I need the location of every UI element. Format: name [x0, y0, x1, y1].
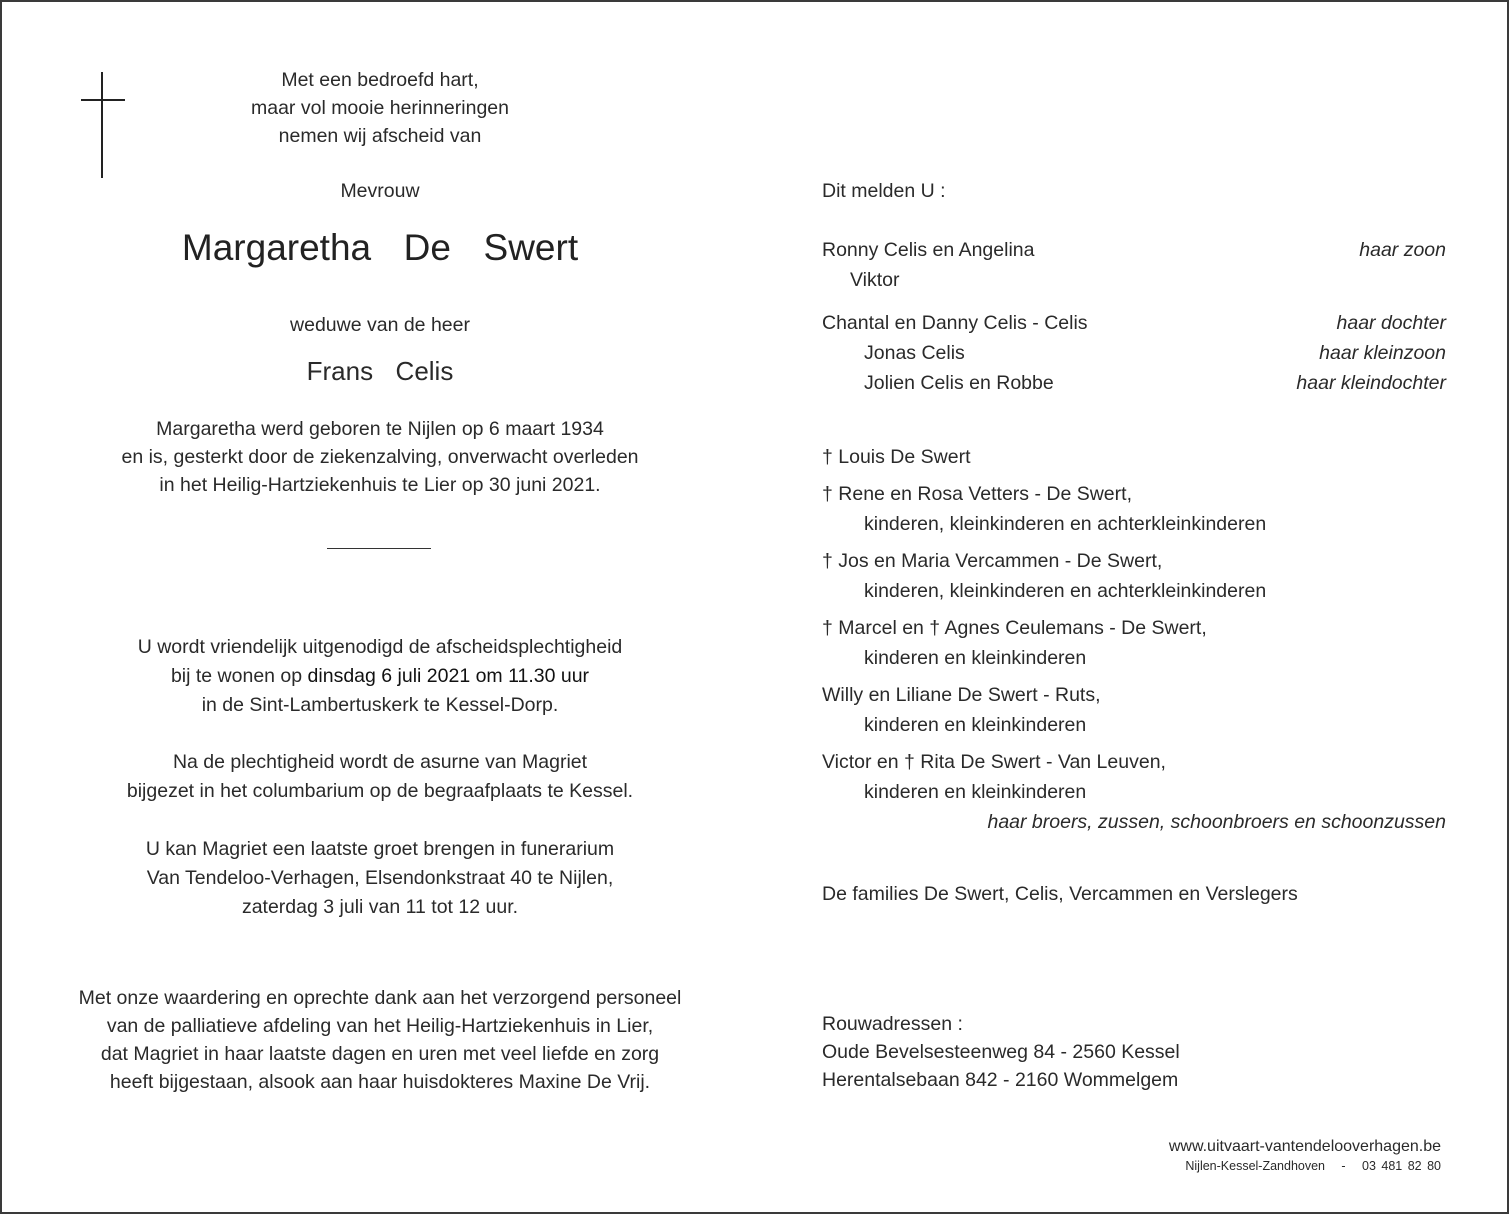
visit-line: zaterdag 3 juli van 11 tot 12 uur.: [241, 896, 519, 918]
family-relation: haar zoon: [1359, 239, 1446, 261]
family-son: [822, 235, 1446, 295]
intro-line: maar vol mooie herinneringen: [251, 97, 509, 119]
bio-text: [62, 415, 698, 499]
divider-line: [327, 548, 431, 549]
ceremony-line: in de Sint-Lambertuskerk te Kessel-Dorp.: [201, 694, 559, 716]
ceremony-datetime: dinsdag 6 juli 2021 om 11.30 uur: [307, 665, 590, 687]
families-line: De families De Swert, Celis, Vercammen en Verslegers: [822, 883, 1298, 905]
visit-line: Van Tendeloo-Verhagen, Elsendonkstraat 40 te Nijlen,: [146, 867, 614, 889]
family-member-name: Ronny Celis en Angelina: [822, 239, 1035, 261]
sibling-children: kinderen en kleinkinderen: [864, 714, 1087, 736]
deceased-name: Margaretha De Swert: [181, 227, 579, 268]
family-daughter: [822, 308, 1446, 398]
siblings-relation: haar broers, zussen, schoonbroers en schoonzussen: [987, 811, 1446, 833]
family-member-name: Viktor: [850, 269, 900, 291]
sibling-children: kinderen en kleinkinderen: [864, 647, 1087, 669]
website-link[interactable]: www.uitvaart-vantendelooverhagen.be: [1168, 1138, 1441, 1155]
contact-info: Nijlen-Kessel-Zandhoven - 03 481 82 80: [1185, 1159, 1441, 1173]
bio-line: en is, gesterkt door de ziekenzalving, onverwacht overleden: [121, 446, 639, 468]
family-relation: haar kleinzoon: [1319, 342, 1446, 364]
intro-text: [62, 66, 698, 150]
visit-line: U kan Magriet een laatste groet brengen in funerarium: [145, 838, 615, 860]
sibling-children: kinderen en kleinkinderen: [864, 781, 1087, 803]
intro-line: nemen wij afscheid van: [278, 125, 482, 147]
family-member-name: Jonas Celis: [864, 342, 965, 364]
addresses-label: Rouwadressen :: [822, 1013, 963, 1035]
urn-line: Na de plechtigheid wordt de asurne van Magriet: [172, 751, 588, 773]
thanks-line: heeft bijgestaan, alsook aan haar huisdokteres Maxine De Vrij.: [109, 1071, 651, 1093]
addresses: [822, 1010, 1446, 1094]
intro-line: Met een bedroefd hart,: [281, 69, 479, 91]
husband-name: Frans Celis: [306, 356, 454, 386]
footer: [1169, 1137, 1441, 1175]
urn-text: [62, 748, 698, 806]
bio-line: Margaretha werd geboren te Nijlen op 6 maart 1934: [156, 418, 604, 440]
family-member-name: Chantal en Danny Celis - Celis: [822, 312, 1088, 334]
sibling-children: kinderen, kleinkinderen en achterkleinkinderen: [864, 580, 1267, 602]
bio-line: in het Heilig-Hartziekenhuis te Lier op 30 juni 2021.: [159, 474, 601, 496]
thanks-text: [62, 984, 698, 1096]
address-line: Herentalsebaan 842 - 2160 Wommelgem: [822, 1069, 1179, 1091]
ceremony-line: U wordt vriendelijk uitgenodigd de afscheidsplechtigheid: [137, 636, 623, 658]
sibling-name: † Marcel en † Agnes Ceulemans - De Swert,: [822, 617, 1207, 639]
family-relation: haar kleindochter: [1296, 372, 1446, 394]
sibling-name: † Rene en Rosa Vetters - De Swert,: [822, 483, 1132, 505]
salutation: Mevrouw: [340, 180, 420, 202]
family-relation: haar dochter: [1336, 312, 1446, 334]
sibling-name: † Louis De Swert: [822, 446, 971, 468]
visit-text: [62, 835, 698, 922]
urn-line: bijgezet in het columbarium op de begraafplaats te Kessel.: [126, 780, 634, 802]
ceremony-prefix: bij te wonen op: [170, 665, 303, 687]
thanks-line: dat Magriet in haar laatste dagen en uren met veel liefde en zorg: [100, 1043, 660, 1065]
sibling-name: Willy en Liliane De Swert - Ruts,: [822, 684, 1101, 706]
family-member-name: Jolien Celis en Robbe: [864, 372, 1054, 394]
siblings-list: [822, 442, 1446, 837]
widow-of: weduwe van de heer: [290, 314, 470, 336]
address-line: Oude Bevelsesteenweg 84 - 2560 Kessel: [822, 1041, 1180, 1063]
sibling-name: Victor en † Rita De Swert - Van Leuven,: [822, 751, 1166, 773]
ceremony-line: [62, 662, 698, 691]
sibling-name: † Jos en Maria Vercammen - De Swert,: [822, 550, 1163, 572]
thanks-line: van de palliatieve afdeling van het Heilig-Hartziekenhuis in Lier,: [106, 1015, 654, 1037]
thanks-line: Met onze waardering en oprechte dank aan het verzorgend personeel: [78, 987, 682, 1009]
announce-heading: Dit melden U :: [822, 180, 946, 202]
ceremony-text: [62, 633, 698, 720]
sibling-children: kinderen, kleinkinderen en achterkleinkinderen: [864, 513, 1267, 535]
